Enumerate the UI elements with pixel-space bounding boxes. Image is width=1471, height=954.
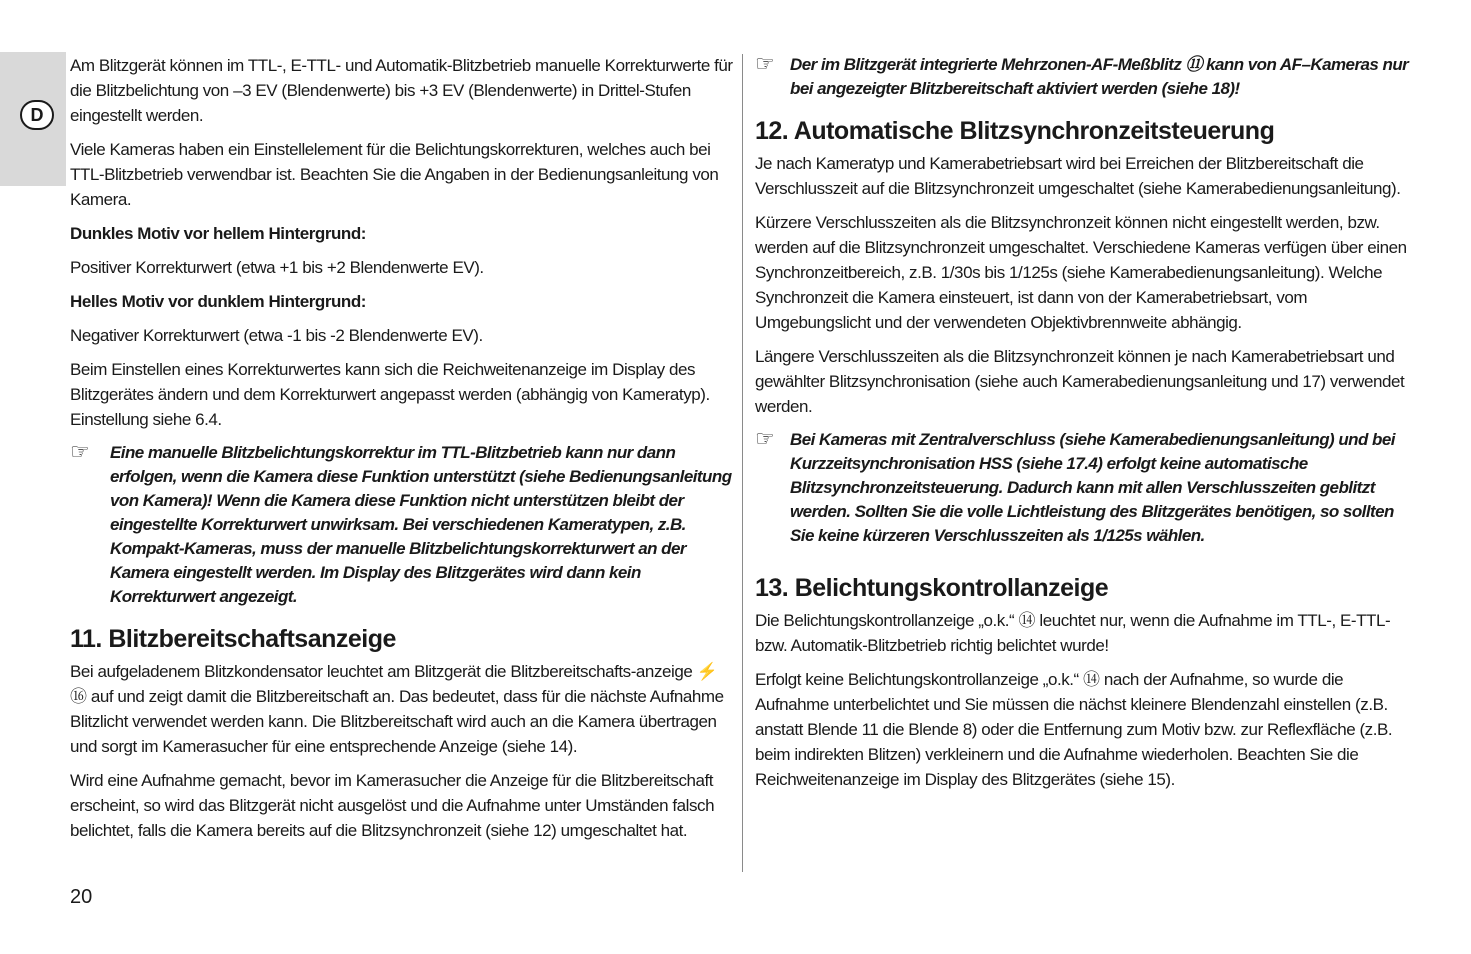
column-divider — [742, 54, 743, 872]
page-number: 20 — [70, 886, 93, 908]
section-heading: 11. Blitzbereitschaftsanzeige — [70, 625, 396, 653]
paragraph: Negativer Korrekturwert (etwa -1 bis -2 Blendenwerte EV). — [70, 326, 483, 345]
note-text: Bei Kameras mit Zentralverschluss (siehe Kamerabedienungsanleitung) und bei Kurzzeitsynchronisation HSS (siehe 17.4) erfolgt keine automatische Blitzsynchronzeitsteuerung. Dadurch kann mit allen Verschlusszeiten geblitzt werden. Sollten Sie die volle Lichtleistung des Blitzgerätes benötigen, so sollten Sie keine kürzeren Verschlusszeiten als 1/125s wählen. — [790, 430, 1395, 545]
paragraph: Längere Verschlusszeiten als die Blitzsynchronzeit können je nach Kamerabetriebsart und gewählter Blitzsynchronisation (siehe auch Kamerabedienungsanleitung und 17) verwendet werden. — [755, 347, 1405, 416]
subheading: Helles Motiv vor dunklem Hintergrund: — [70, 292, 366, 311]
note-text: Der im Blitzgerät integrierte Mehrzonen-AF-Meßblitz ⑪ kann von AF–Kameras nur bei angezeigter Blitzbereitschaft aktiviert werden (siehe 18)! — [790, 55, 1409, 98]
paragraph: Erfolgt keine Belichtungskontrollanzeige „o.k.“ ⑭ nach der Aufnahme, so wurde die Aufnahme unterbelichtet und Sie müssen die nächst kleinere Blendenzahl einstellen (z.B. anstatt Blende 11 die Blende 8) oder die Entfernung zum Motiv bzw. zur Reflexfläche (z.B. beim indirekten Blitzen) verkleinern und die Aufnahme wiederholen. Beachten Sie die Reichweitenanzeige im Display des Blitzgerätes (siehe 15). — [755, 670, 1393, 789]
pointing-hand-icon: ☞ — [755, 426, 775, 451]
section-heading: 13. Belichtungskontrollanzeige — [755, 574, 1109, 602]
note-text: Eine manuelle Blitzbelichtungskorrektur im TTL-Blitzbetrieb kann nur dann erfolgen, wenn die Kamera diese Funktion unterstützt (siehe Bedienungsanleitung von Kamera)! Wenn die Kamera diese Funktion nicht unterstützen bleibt der eingestellte Korrekturwert unwirksam. Bei verschiedenen Kameratypen, z.B. Kompakt-Kameras, muss der manuelle Blitzbelichtungskorrekturwert an der Kamera eingestellt werden. Im Display des Blitzgerätes wird dann kein Korrekturwert angezeigt. — [110, 443, 732, 606]
paragraph: Beim Einstellen eines Korrekturwertes kann sich die Reichweitenanzeige im Display des Blitzgerätes ändern und dem Korrekturwert angepasst werden (abhängig von Kameratyp). Einstellung siehe 6.4. — [70, 360, 710, 429]
paragraph: Kürzere Verschlusszeiten als die Blitzsynchronzeit können nicht eingestellt werden, bzw. werden auf die Blitzsynchronzeit umgeschaltet. Verschiedene Kameras verfügen über einen Synchronzeitbereich, z.B. 1/30s bis 1/125s (siehe Kamerabedienungsanleitung). Welche Synchronzeit die Kamera einsteuert, ist dann von der Kamerabetriebsart, vom Umgebungslicht und der verwendeten Objektivbrennweite abhängig. — [755, 213, 1407, 332]
section-heading: 12. Automatische Blitzsynchronzeitsteuerung — [755, 117, 1275, 145]
language-tab-label: D — [20, 100, 54, 130]
paragraph: Je nach Kameratyp und Kamerabetriebsart wird bei Erreichen der Blitzbereitschaft die Verschlusszeit auf die Blitzsynchronzeit umgeschaltet (siehe Kamerabedienungsanleitung). — [755, 154, 1401, 198]
note-block — [755, 53, 1415, 101]
pointing-hand-icon: ☞ — [755, 51, 775, 76]
subheading: Dunkles Motiv vor hellem Hintergrund: — [70, 224, 366, 243]
paragraph: Wird eine Aufnahme gemacht, bevor im Kamerasucher die Anzeige für die Blitzbereitschaft erscheint, so wird das Blitzgerät nicht ausgelöst und die Aufnahme unter Umständen falsch belichtet, falls die Kamera bereits auf die Blitzsynchronzeit (siehe 12) umgeschaltet hat. — [70, 771, 715, 840]
paragraph: Viele Kameras haben ein Einstellelement für die Belichtungskorrekturen, welches auch bei TTL-Blitzbetrieb verwendbar ist. Beachten Sie die Angaben in der Bedienungsanleitung von Kamera. — [70, 140, 719, 209]
note-block — [755, 428, 1415, 548]
paragraph: Die Belichtungskontrollanzeige „o.k.“ ⑭ leuchtet nur, wenn die Aufnahme im TTL-, E-TTL- bzw. Automatik-Blitzbetrieb richtig belichtet wurde! — [755, 611, 1391, 655]
note-block — [70, 441, 735, 609]
paragraph: Bei aufgeladenem Blitzkondensator leuchtet am Blitzgerät die Blitzbereitschafts-anzeige ⚡ ⑯ auf und zeigt damit die Blitzbereitschaft an. Das bedeutet, dass für die nächste Aufnahme Blitzlicht verwendet werden kann. Die Blitzbereitschaft wird auch an die Kamera übertragen und sorgt im Kamerasucher für eine entsprechende Anzeige (siehe 14). — [70, 662, 724, 756]
paragraph: Positiver Korrekturwert (etwa +1 bis +2 Blendenwerte EV). — [70, 258, 484, 277]
paragraph: Am Blitzgerät können im TTL-, E-TTL- und Automatik-Blitzbetrieb manuelle Korrekturwerte für die Blitzbelichtung von –3 EV (Blendenwerte) bis +3 EV (Blendenwerte) in Drittel-Stufen eingestellt werden. — [70, 56, 733, 125]
right-column — [755, 53, 1415, 801]
left-column — [70, 53, 735, 852]
pointing-hand-icon: ☞ — [70, 439, 90, 464]
